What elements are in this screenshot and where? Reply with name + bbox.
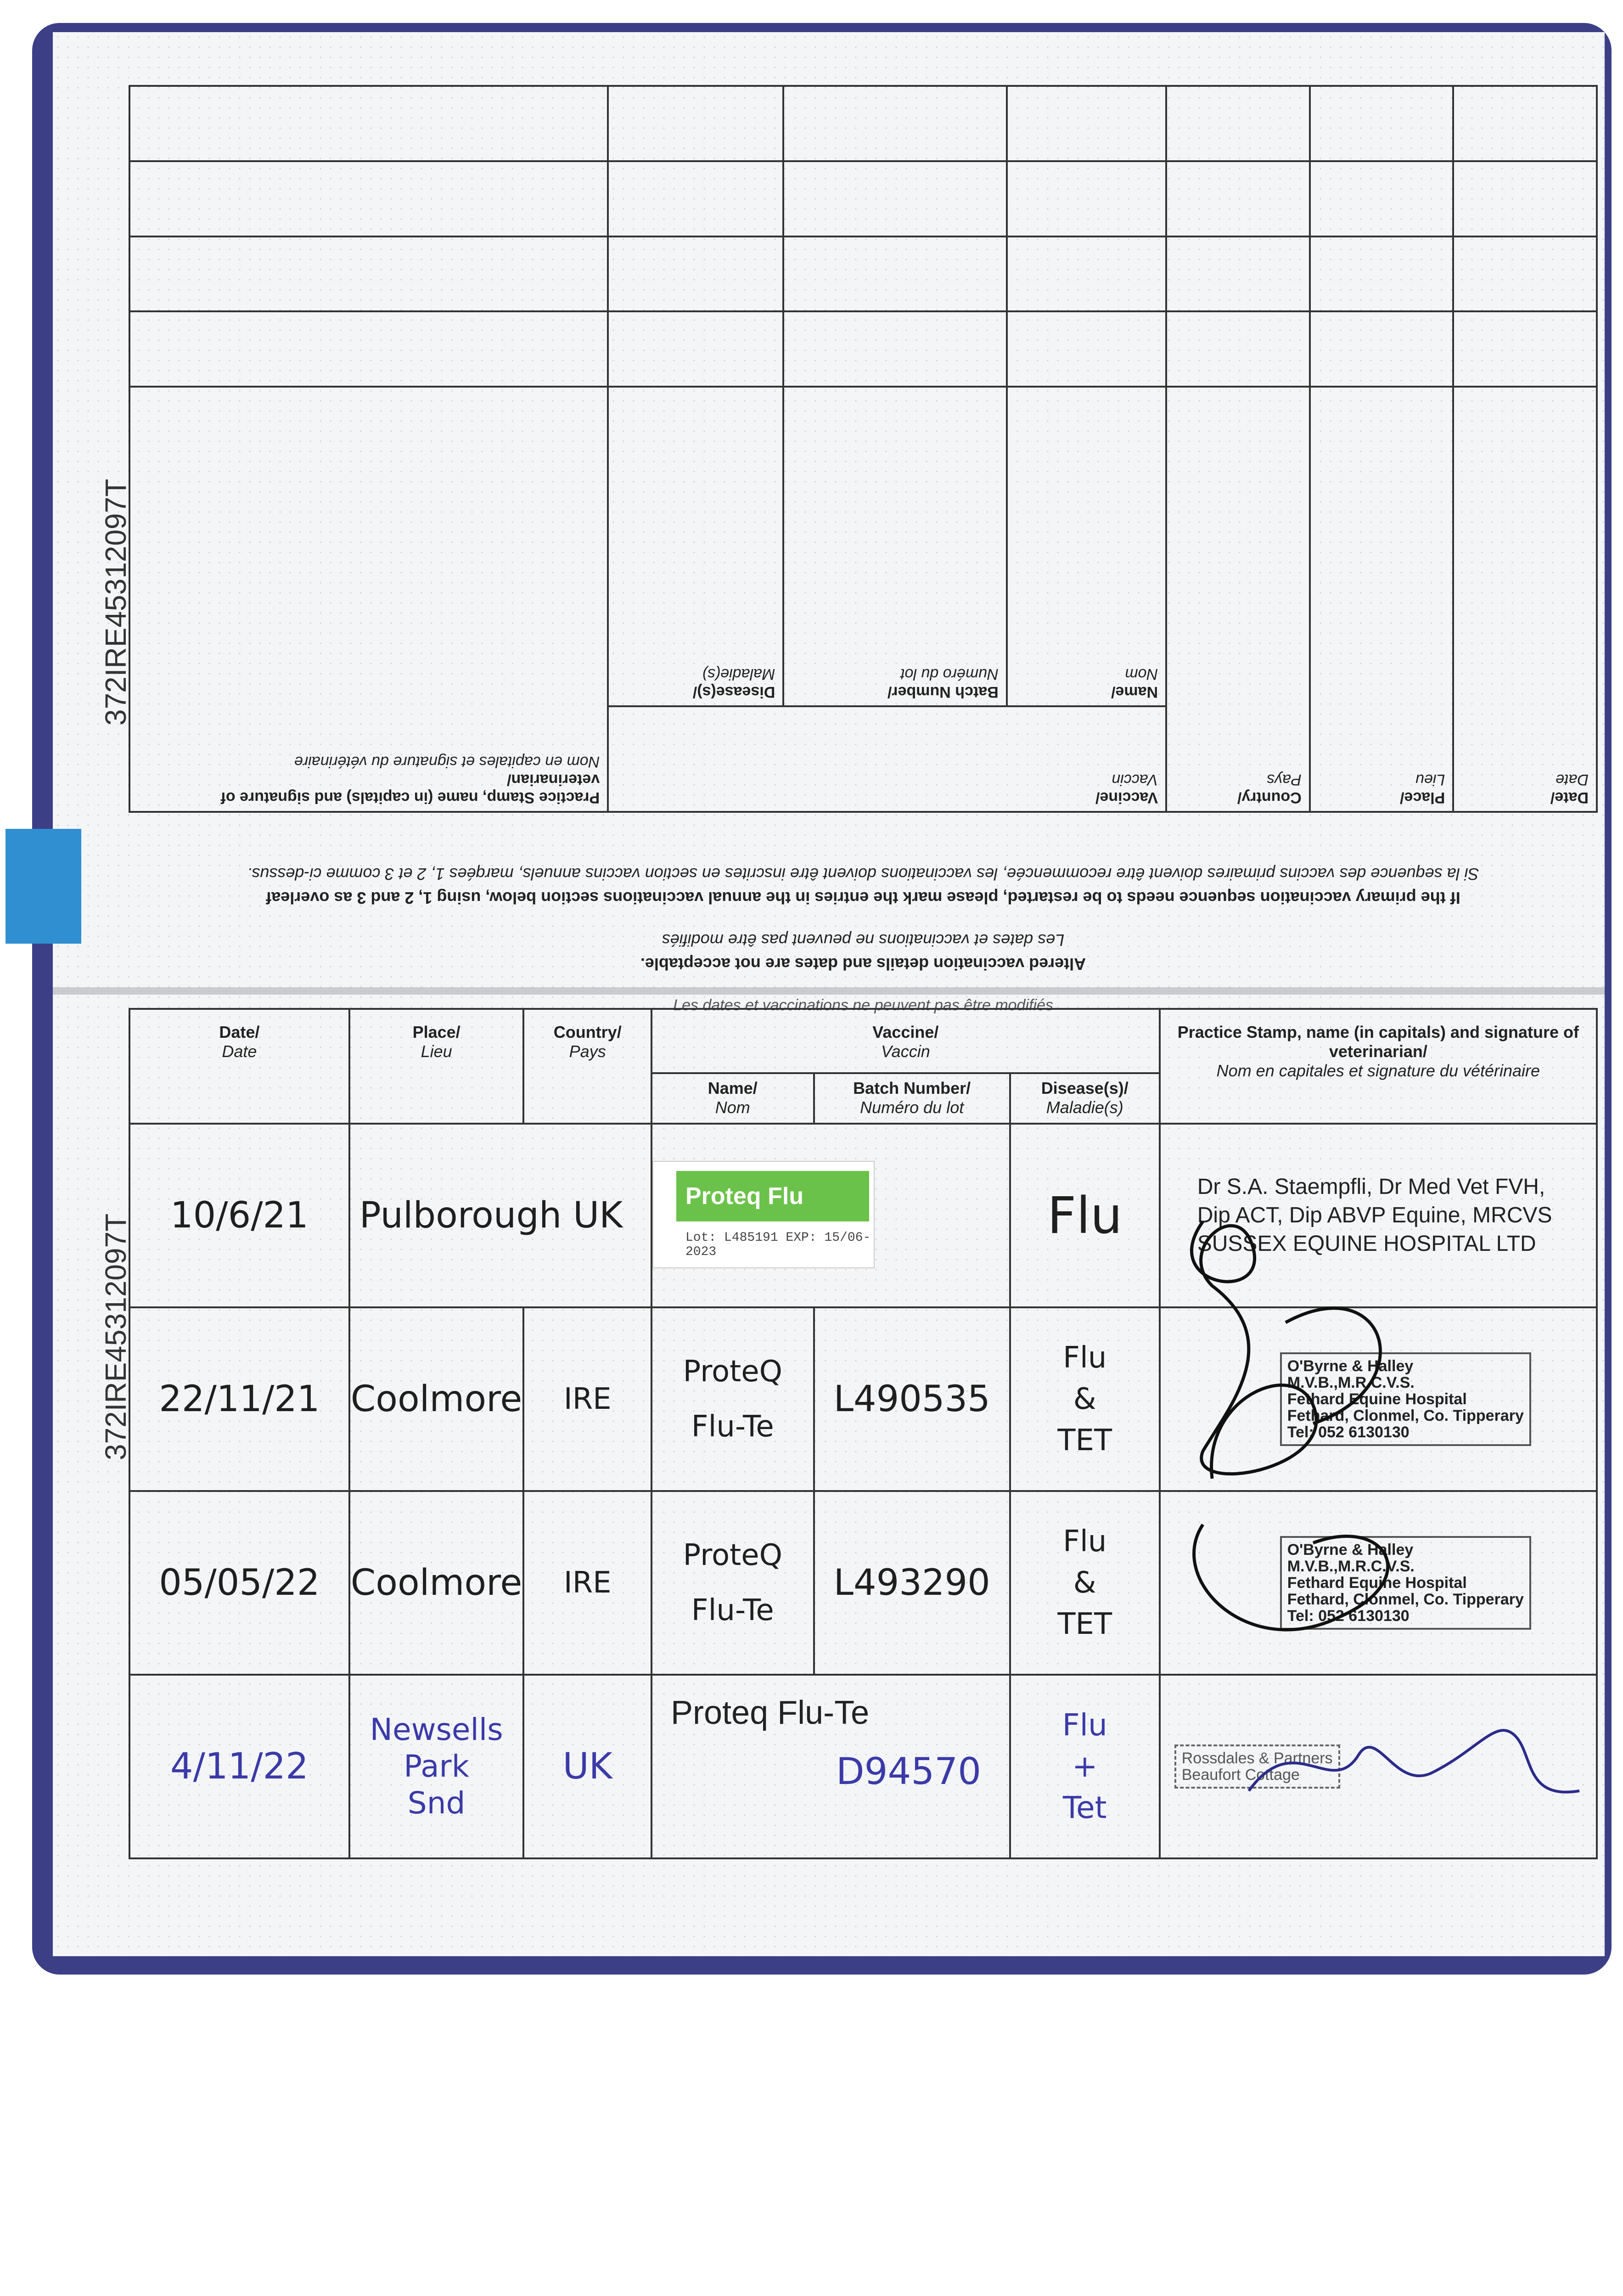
top-header-practice: Practice Stamp, name (in capitals) and signature of veterinarian/ Nom en capitales et signature du vétérinaire xyxy=(129,387,608,812)
row3-disease-line2: & xyxy=(1073,1566,1096,1600)
signature-stroke xyxy=(1194,1525,1388,1630)
stamp-line: M.V.B.,M.R.C.V.S. xyxy=(1287,1374,1415,1391)
header-date: Date/ Date xyxy=(129,1009,349,1124)
signature-stroke xyxy=(1286,1308,1380,1424)
restart-note: If the primary vaccination sequence needs to be restarted, please mark the entries in the annual vaccinations section below, using 1, 2 and 3 as overleaf xyxy=(266,889,1460,907)
row4-country: UK xyxy=(523,1675,651,1858)
label-lot: Lot: L485191 EXP: 15/06-2023 xyxy=(685,1230,871,1259)
row3-name xyxy=(651,1491,814,1675)
stamp-line: Fethard, Clonmel, Co. Tipperary xyxy=(1287,1591,1524,1608)
stamp-line: Rossdales & Partners xyxy=(1181,1750,1333,1767)
row3-date: 05/05/22 xyxy=(129,1491,349,1675)
row2-place: Coolmore xyxy=(349,1307,524,1491)
top-header-batch: Batch Number/ Numéro du lot xyxy=(783,387,1006,706)
stamp-line: O'Byrne & Halley xyxy=(1287,1541,1414,1559)
row3-batch: L493290 xyxy=(814,1491,1010,1675)
top-vaccination-table xyxy=(129,85,1598,813)
vaccine-label-sticker xyxy=(652,1161,875,1268)
header-country: Country/ Pays xyxy=(523,1009,651,1124)
row3-disease-line3: TET xyxy=(1057,1607,1112,1641)
vet-signatures xyxy=(1148,1166,1607,1694)
row4-disease-line3: Tet xyxy=(1062,1790,1107,1825)
top-header-disease: Disease(s)/ Maladie(s) xyxy=(608,387,783,706)
row4-place-line1: Newsells xyxy=(370,1712,503,1747)
signature-stroke xyxy=(1249,1730,1579,1792)
top-page-notes xyxy=(129,820,1598,976)
row3-country: IRE xyxy=(523,1491,651,1675)
top-header-date: Date/ Date xyxy=(1453,387,1597,812)
bottom-faint-heading: Les dates et vaccinations ne peuvent pas être modifiés xyxy=(673,996,1053,1014)
row2-name xyxy=(651,1307,814,1491)
row2-name-line2: Flu-Te xyxy=(691,1410,774,1444)
header-vaccine: Vaccine/ Vaccin xyxy=(651,1009,1160,1073)
stamp-line: O'Byrne & Halley xyxy=(1287,1357,1414,1375)
table-row xyxy=(129,236,1597,312)
row2-country: IRE xyxy=(523,1307,651,1491)
row2-date: 22/11/21 xyxy=(129,1307,349,1491)
vet-qualifications-line: Dip ACT, Dip ABVP Equine, MRCVS xyxy=(1197,1203,1552,1227)
row4-printed-vaccine: Proteq Flu-Te xyxy=(670,1694,870,1731)
row4-disease-line1: Flu xyxy=(1062,1707,1107,1743)
stamp-line: Beaufort Cottage xyxy=(1181,1766,1300,1784)
table-row xyxy=(129,86,1597,161)
row4-place xyxy=(349,1675,524,1858)
header-batch: Batch Number/ Numéro du lot xyxy=(814,1073,1010,1124)
label-brand: Proteq Flu xyxy=(676,1171,869,1221)
header-practice: Practice Stamp, name (in capitals) and signature of veterinarian/ Nom en capitales et signature du vétérinaire xyxy=(1160,1009,1597,1124)
row1-place: Pulborough xyxy=(359,1195,562,1236)
serial-number-top: 372IRE4531209​7T xyxy=(99,478,132,726)
row1-disease: Flu xyxy=(1010,1124,1160,1307)
row3-place: Coolmore xyxy=(349,1491,524,1675)
vet-hospital-line: SUSSEX EQUINE HOSPITAL LTD xyxy=(1197,1232,1536,1256)
vet-name-line: Dr S.A. Staempfli, Dr Med Vet FVH, xyxy=(1197,1175,1545,1199)
stamp-line: Fethard, Clonmel, Co. Tipperary xyxy=(1287,1407,1524,1424)
stamp-line: Fethard Equine Hospital xyxy=(1287,1574,1467,1592)
row1-vaccine-label xyxy=(651,1124,1010,1307)
stamp-line: Tel: 052 6130130 xyxy=(1287,1607,1410,1625)
row4-batch: D94570 xyxy=(836,1750,982,1793)
table-row xyxy=(129,311,1597,387)
row4-place-line2: Park xyxy=(404,1749,469,1784)
row4-place-line3: Snd xyxy=(407,1785,466,1821)
row4-vaccine xyxy=(651,1675,1010,1858)
row3-disease xyxy=(1010,1491,1160,1675)
top-header-place: Place/ Lieu xyxy=(1310,387,1454,812)
row1-country: UK xyxy=(573,1195,623,1236)
row3-name-line2: Flu-Te xyxy=(691,1593,774,1627)
row2-disease-line1: Flu xyxy=(1063,1341,1107,1375)
table-row xyxy=(129,161,1597,236)
restart-note-fr: Si la sequence des vaccins primaires doivent être recommencée, les vaccinations doivent être inscrites en section vaccins annuels, marqées 1, 2 et 3 comme ci-dessus. xyxy=(247,865,1479,884)
row1-date: 10/6/21 xyxy=(129,1124,349,1307)
altered-note: Altered vaccination details and dates are not acceptable. xyxy=(640,955,1086,974)
row2-batch: L490535 xyxy=(814,1307,1010,1491)
row2-disease-line2: & xyxy=(1073,1382,1096,1416)
stamp-line: Tel: 052 6130130 xyxy=(1287,1424,1410,1441)
stamp-line: M.V.B.,M.R.C.V.S. xyxy=(1287,1558,1415,1575)
row4-disease xyxy=(1010,1675,1160,1858)
header-name: Name/ Nom xyxy=(651,1073,814,1124)
serial-number-bottom: 372IRE4531209​7T xyxy=(99,1213,132,1460)
top-header-country: Country/ Pays xyxy=(1166,387,1310,812)
bookmark-tab xyxy=(6,829,81,944)
top-header-vaccine: Vaccine/ Vaccin xyxy=(608,706,1166,812)
top-header-name: Name/ Nom xyxy=(1007,387,1166,706)
row3-disease-line1: Flu xyxy=(1063,1525,1107,1559)
row3-name-line1: ProteQ xyxy=(683,1538,782,1572)
stamp-line: Fethard Equine Hospital xyxy=(1287,1390,1467,1408)
row2-disease xyxy=(1010,1307,1160,1491)
row4-date: 4/11/22 xyxy=(129,1675,349,1858)
row1-place-country xyxy=(349,1124,651,1307)
altered-note-fr: Les dates et vaccinations ne peuvent pas être modifiés xyxy=(662,931,1065,950)
row4-signature xyxy=(1240,1699,1589,1818)
row2-name-line1: ProteQ xyxy=(683,1355,782,1389)
row4-disease-line2: + xyxy=(1072,1749,1098,1784)
row2-disease-line3: TET xyxy=(1057,1424,1112,1458)
signature-stroke xyxy=(1191,1221,1316,1479)
header-place: Place/ Lieu xyxy=(349,1009,524,1124)
header-disease: Disease(s)/ Maladie(s) xyxy=(1010,1073,1160,1124)
book-spine xyxy=(53,987,1605,995)
